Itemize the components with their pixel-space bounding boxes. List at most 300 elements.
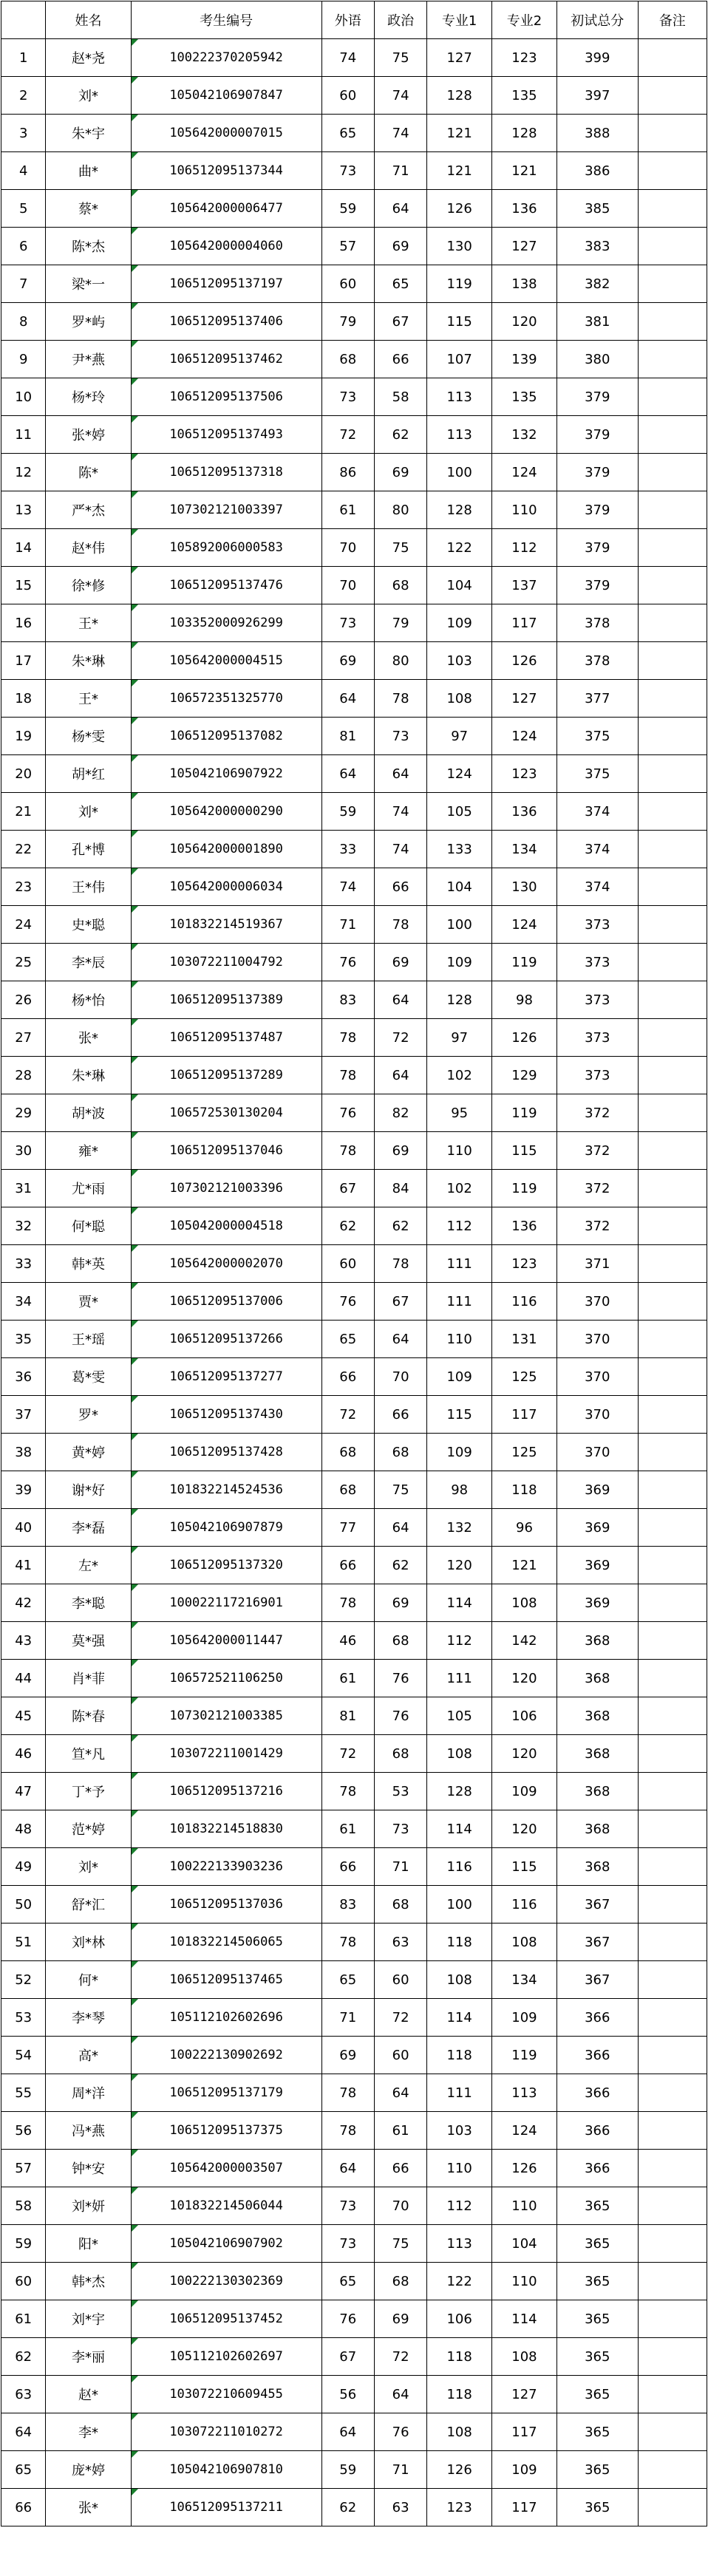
major-1-score-cell: 108 [427, 1735, 492, 1773]
politics-score-cell: 62 [374, 1207, 426, 1245]
student-name-cell: 赵* [46, 2376, 131, 2413]
major-1-score-cell: 130 [427, 228, 492, 265]
student-name-cell: 周*洋 [46, 2074, 131, 2112]
table-row [1, 1999, 707, 2037]
major-2-score-cell: 109 [492, 1773, 557, 1810]
remarks-cell [638, 1886, 707, 1924]
remarks-cell [638, 1434, 707, 1471]
major-2-score-cell: 109 [492, 1999, 557, 2037]
table-row [1, 2413, 707, 2451]
exam-id-cell: 101832214518830 [131, 1810, 321, 1848]
table-row [1, 1660, 707, 1697]
foreign-language-score-cell: 70 [321, 567, 374, 604]
row-index-cell: 62 [1, 2338, 46, 2376]
foreign-language-score-cell: 60 [321, 265, 374, 303]
politics-score-cell: 62 [374, 1547, 426, 1584]
header-cell-major-2: 专业2 [492, 1, 557, 39]
row-index-cell: 16 [1, 604, 46, 642]
total-score-cell: 366 [556, 2150, 638, 2187]
major-1-score-cell: 109 [427, 1358, 492, 1396]
table-row [1, 115, 707, 152]
row-index-cell: 42 [1, 1584, 46, 1622]
exam-id-cell: 106512095137036 [131, 1886, 321, 1924]
table-row [1, 1358, 707, 1396]
table-row [1, 1810, 707, 1848]
major-2-score-cell: 114 [492, 2300, 557, 2338]
remarks-cell [638, 906, 707, 944]
remarks-cell [638, 1019, 707, 1057]
row-index-cell: 26 [1, 981, 46, 1019]
total-score-cell: 386 [556, 152, 638, 190]
table-row [1, 1622, 707, 1660]
major-1-score-cell: 105 [427, 793, 492, 831]
total-score-cell: 373 [556, 1019, 638, 1057]
student-name-cell: 陈* [46, 454, 131, 491]
major-1-score-cell: 113 [427, 378, 492, 416]
remarks-cell [638, 2300, 707, 2338]
major-2-score-cell: 120 [492, 1735, 557, 1773]
foreign-language-score-cell: 59 [321, 793, 374, 831]
politics-score-cell: 76 [374, 2413, 426, 2451]
total-score-cell: 382 [556, 265, 638, 303]
row-index-cell: 17 [1, 642, 46, 680]
remarks-cell [638, 2150, 707, 2187]
row-index-cell: 2 [1, 77, 46, 115]
foreign-language-score-cell: 64 [321, 2150, 374, 2187]
major-2-score-cell: 124 [492, 906, 557, 944]
major-1-score-cell: 122 [427, 2263, 492, 2300]
foreign-language-score-cell: 59 [321, 190, 374, 228]
politics-score-cell: 69 [374, 1132, 426, 1170]
foreign-language-score-cell: 83 [321, 1886, 374, 1924]
politics-score-cell: 64 [374, 1509, 426, 1547]
total-score-cell: 368 [556, 1773, 638, 1810]
foreign-language-score-cell: 78 [321, 1773, 374, 1810]
row-index-cell: 45 [1, 1697, 46, 1735]
politics-score-cell: 82 [374, 1094, 426, 1132]
major-2-score-cell: 127 [492, 228, 557, 265]
major-2-score-cell: 115 [492, 1848, 557, 1886]
remarks-cell [638, 2338, 707, 2376]
major-1-score-cell: 114 [427, 1810, 492, 1848]
total-score-cell: 365 [556, 2338, 638, 2376]
exam-id-cell: 100222370205942 [131, 39, 321, 77]
major-1-score-cell: 110 [427, 1321, 492, 1358]
foreign-language-score-cell: 65 [321, 1321, 374, 1358]
remarks-cell [638, 1660, 707, 1697]
exam-id-cell: 106512095137375 [131, 2112, 321, 2150]
foreign-language-score-cell: 70 [321, 529, 374, 567]
exam-id-cell: 106512095137389 [131, 981, 321, 1019]
major-2-score-cell: 112 [492, 529, 557, 567]
exam-id-cell: 106512095137476 [131, 567, 321, 604]
row-index-cell: 20 [1, 755, 46, 793]
row-index-cell: 30 [1, 1132, 46, 1170]
student-name-cell: 胡*波 [46, 1094, 131, 1132]
politics-score-cell: 71 [374, 152, 426, 190]
major-1-score-cell: 114 [427, 1999, 492, 2037]
politics-score-cell: 84 [374, 1170, 426, 1207]
student-name-cell: 舒*汇 [46, 1886, 131, 1924]
politics-score-cell: 78 [374, 1245, 426, 1283]
politics-score-cell: 75 [374, 2225, 426, 2263]
exam-id-cell: 105642000011447 [131, 1622, 321, 1660]
row-index-cell: 33 [1, 1245, 46, 1283]
politics-score-cell: 69 [374, 454, 426, 491]
exam-id-cell: 106512095137277 [131, 1358, 321, 1396]
major-2-score-cell: 108 [492, 1924, 557, 1961]
table-row [1, 2451, 707, 2489]
row-index-cell: 34 [1, 1283, 46, 1321]
row-index-cell: 59 [1, 2225, 46, 2263]
politics-score-cell: 69 [374, 1584, 426, 1622]
politics-score-cell: 63 [374, 2489, 426, 2526]
total-score-cell: 373 [556, 1057, 638, 1094]
total-score-cell: 371 [556, 1245, 638, 1283]
total-score-cell: 365 [556, 2225, 638, 2263]
politics-score-cell: 68 [374, 1622, 426, 1660]
major-1-score-cell: 121 [427, 152, 492, 190]
major-1-score-cell: 95 [427, 1094, 492, 1132]
exam-id-cell: 103072211010272 [131, 2413, 321, 2451]
row-index-cell: 58 [1, 2187, 46, 2225]
remarks-cell [638, 944, 707, 981]
politics-score-cell: 72 [374, 1019, 426, 1057]
foreign-language-score-cell: 69 [321, 2037, 374, 2074]
remarks-cell [638, 981, 707, 1019]
remarks-cell [638, 2187, 707, 2225]
major-1-score-cell: 111 [427, 1660, 492, 1697]
major-2-score-cell: 142 [492, 1622, 557, 1660]
remarks-cell [638, 831, 707, 868]
total-score-cell: 372 [556, 1094, 638, 1132]
row-index-cell: 46 [1, 1735, 46, 1773]
student-name-cell: 刘*宇 [46, 2300, 131, 2338]
student-name-cell: 韩*杰 [46, 2263, 131, 2300]
politics-score-cell: 64 [374, 1321, 426, 1358]
row-index-cell: 7 [1, 265, 46, 303]
remarks-cell [638, 1471, 707, 1509]
total-score-cell: 373 [556, 944, 638, 981]
total-score-cell: 368 [556, 1810, 638, 1848]
row-index-cell: 51 [1, 1924, 46, 1961]
major-1-score-cell: 108 [427, 680, 492, 718]
politics-score-cell: 66 [374, 1396, 426, 1434]
table-row [1, 906, 707, 944]
row-index-cell: 64 [1, 2413, 46, 2451]
table-row [1, 642, 707, 680]
major-2-score-cell: 134 [492, 1961, 557, 1999]
row-index-cell: 8 [1, 303, 46, 341]
row-index-cell: 11 [1, 416, 46, 454]
politics-score-cell: 80 [374, 491, 426, 529]
politics-score-cell: 60 [374, 1961, 426, 1999]
table-header [1, 1, 707, 39]
total-score-cell: 366 [556, 2112, 638, 2150]
foreign-language-score-cell: 68 [321, 1471, 374, 1509]
student-name-cell: 张*婷 [46, 416, 131, 454]
exam-id-cell: 105642000006034 [131, 868, 321, 906]
table-row [1, 755, 707, 793]
student-name-cell: 刘* [46, 77, 131, 115]
major-1-score-cell: 128 [427, 77, 492, 115]
politics-score-cell: 73 [374, 718, 426, 755]
major-2-score-cell: 138 [492, 265, 557, 303]
header-cell-major-1: 专业1 [427, 1, 492, 39]
total-score-cell: 365 [556, 2263, 638, 2300]
politics-score-cell: 74 [374, 115, 426, 152]
exam-id-cell: 106512095137430 [131, 1396, 321, 1434]
row-index-cell: 53 [1, 1999, 46, 2037]
exam-id-cell: 105042106907922 [131, 755, 321, 793]
total-score-cell: 380 [556, 341, 638, 378]
remarks-cell [638, 1396, 707, 1434]
major-1-score-cell: 114 [427, 1584, 492, 1622]
table-row [1, 2300, 707, 2338]
foreign-language-score-cell: 33 [321, 831, 374, 868]
politics-score-cell: 53 [374, 1773, 426, 1810]
major-2-score-cell: 96 [492, 1509, 557, 1547]
politics-score-cell: 79 [374, 604, 426, 642]
major-1-score-cell: 97 [427, 1019, 492, 1057]
total-score-cell: 375 [556, 718, 638, 755]
major-2-score-cell: 117 [492, 1396, 557, 1434]
exam-id-cell: 101832214506044 [131, 2187, 321, 2225]
politics-score-cell: 66 [374, 868, 426, 906]
foreign-language-score-cell: 76 [321, 1283, 374, 1321]
exam-id-cell: 106512095137082 [131, 718, 321, 755]
remarks-cell [638, 2225, 707, 2263]
total-score-cell: 372 [556, 1132, 638, 1170]
remarks-cell [638, 190, 707, 228]
table-row [1, 1471, 707, 1509]
remarks-cell [638, 265, 707, 303]
remarks-cell [638, 1924, 707, 1961]
major-1-score-cell: 103 [427, 2112, 492, 2150]
table-row [1, 1321, 707, 1358]
major-1-score-cell: 111 [427, 1245, 492, 1283]
table-row [1, 152, 707, 190]
remarks-cell [638, 1697, 707, 1735]
table-row [1, 1584, 707, 1622]
total-score-cell: 388 [556, 115, 638, 152]
major-1-score-cell: 116 [427, 1848, 492, 1886]
exam-id-cell: 101832214519367 [131, 906, 321, 944]
major-1-score-cell: 126 [427, 190, 492, 228]
major-2-score-cell: 136 [492, 1207, 557, 1245]
student-name-cell: 朱*琳 [46, 642, 131, 680]
header-cell-index [1, 1, 46, 39]
total-score-cell: 374 [556, 793, 638, 831]
major-2-score-cell: 121 [492, 152, 557, 190]
total-score-cell: 365 [556, 2413, 638, 2451]
total-score-cell: 381 [556, 303, 638, 341]
total-score-cell: 370 [556, 1358, 638, 1396]
major-1-score-cell: 97 [427, 718, 492, 755]
student-name-cell: 王* [46, 680, 131, 718]
row-index-cell: 9 [1, 341, 46, 378]
politics-score-cell: 62 [374, 416, 426, 454]
exam-id-cell: 101832214524536 [131, 1471, 321, 1509]
row-index-cell: 12 [1, 454, 46, 491]
student-name-cell: 王*瑶 [46, 1321, 131, 1358]
exam-id-cell: 105642000006477 [131, 190, 321, 228]
student-name-cell: 刘* [46, 1848, 131, 1886]
row-index-cell: 50 [1, 1886, 46, 1924]
remarks-cell [638, 1547, 707, 1584]
total-score-cell: 373 [556, 981, 638, 1019]
politics-score-cell: 75 [374, 1471, 426, 1509]
row-index-cell: 37 [1, 1396, 46, 1434]
major-1-score-cell: 119 [427, 265, 492, 303]
foreign-language-score-cell: 57 [321, 228, 374, 265]
remarks-cell [638, 793, 707, 831]
major-1-score-cell: 107 [427, 341, 492, 378]
student-name-cell: 雍* [46, 1132, 131, 1170]
remarks-cell [638, 1999, 707, 2037]
student-name-cell: 严*杰 [46, 491, 131, 529]
row-index-cell: 18 [1, 680, 46, 718]
student-name-cell: 孔*博 [46, 831, 131, 868]
foreign-language-score-cell: 62 [321, 1207, 374, 1245]
total-score-cell: 373 [556, 906, 638, 944]
student-name-cell: 李* [46, 2413, 131, 2451]
remarks-cell [638, 1057, 707, 1094]
student-name-cell: 陈*杰 [46, 228, 131, 265]
row-index-cell: 61 [1, 2300, 46, 2338]
row-index-cell: 56 [1, 2112, 46, 2150]
table-row [1, 1924, 707, 1961]
total-score-cell: 383 [556, 228, 638, 265]
foreign-language-score-cell: 78 [321, 2074, 374, 2112]
major-1-score-cell: 108 [427, 1961, 492, 1999]
major-2-score-cell: 136 [492, 190, 557, 228]
row-index-cell: 55 [1, 2074, 46, 2112]
exam-id-cell: 106512095137318 [131, 454, 321, 491]
exam-id-cell: 107302121003385 [131, 1697, 321, 1735]
row-index-cell: 19 [1, 718, 46, 755]
table-row [1, 1396, 707, 1434]
major-1-score-cell: 132 [427, 1509, 492, 1547]
exam-id-cell: 106512095137320 [131, 1547, 321, 1584]
major-2-score-cell: 119 [492, 944, 557, 981]
total-score-cell: 369 [556, 1471, 638, 1509]
major-1-score-cell: 115 [427, 1396, 492, 1434]
remarks-cell [638, 1321, 707, 1358]
exam-id-cell: 106512095137465 [131, 1961, 321, 1999]
foreign-language-score-cell: 61 [321, 1810, 374, 1848]
major-2-score-cell: 124 [492, 2112, 557, 2150]
major-2-score-cell: 123 [492, 1245, 557, 1283]
major-1-score-cell: 124 [427, 755, 492, 793]
remarks-cell [638, 2489, 707, 2526]
total-score-cell: 374 [556, 831, 638, 868]
row-index-cell: 49 [1, 1848, 46, 1886]
politics-score-cell: 78 [374, 680, 426, 718]
row-index-cell: 41 [1, 1547, 46, 1584]
foreign-language-score-cell: 60 [321, 1245, 374, 1283]
exam-id-cell: 106512095137506 [131, 378, 321, 416]
major-1-score-cell: 118 [427, 2338, 492, 2376]
politics-score-cell: 67 [374, 303, 426, 341]
major-2-score-cell: 126 [492, 2150, 557, 2187]
major-2-score-cell: 110 [492, 491, 557, 529]
major-1-score-cell: 109 [427, 604, 492, 642]
total-score-cell: 379 [556, 567, 638, 604]
politics-score-cell: 70 [374, 2187, 426, 2225]
header-cell-politics: 政治 [374, 1, 426, 39]
major-2-score-cell: 120 [492, 1810, 557, 1848]
foreign-language-score-cell: 67 [321, 1170, 374, 1207]
politics-score-cell: 76 [374, 1660, 426, 1697]
major-1-score-cell: 104 [427, 567, 492, 604]
remarks-cell [638, 1094, 707, 1132]
total-score-cell: 367 [556, 1886, 638, 1924]
student-name-cell: 丁*予 [46, 1773, 131, 1810]
major-2-score-cell: 118 [492, 1471, 557, 1509]
major-2-score-cell: 108 [492, 1584, 557, 1622]
table-row [1, 2150, 707, 2187]
remarks-cell [638, 1622, 707, 1660]
student-name-cell: 李*聪 [46, 1584, 131, 1622]
foreign-language-score-cell: 73 [321, 2225, 374, 2263]
major-1-score-cell: 118 [427, 1924, 492, 1961]
table-row [1, 190, 707, 228]
remarks-cell [638, 1509, 707, 1547]
major-2-score-cell: 104 [492, 2225, 557, 2263]
politics-score-cell: 75 [374, 39, 426, 77]
row-index-cell: 36 [1, 1358, 46, 1396]
student-name-cell: 朱*宇 [46, 115, 131, 152]
table-row [1, 567, 707, 604]
major-2-score-cell: 120 [492, 1660, 557, 1697]
student-name-cell: 蔡* [46, 190, 131, 228]
foreign-language-score-cell: 64 [321, 755, 374, 793]
major-2-score-cell: 123 [492, 755, 557, 793]
remarks-cell [638, 1848, 707, 1886]
foreign-language-score-cell: 78 [321, 1132, 374, 1170]
foreign-language-score-cell: 46 [321, 1622, 374, 1660]
major-2-score-cell: 117 [492, 604, 557, 642]
total-score-cell: 372 [556, 1207, 638, 1245]
total-score-cell: 378 [556, 604, 638, 642]
exam-id-cell: 105642000002070 [131, 1245, 321, 1283]
student-name-cell: 杨*怡 [46, 981, 131, 1019]
header-row [1, 1, 707, 39]
politics-score-cell: 73 [374, 1810, 426, 1848]
foreign-language-score-cell: 74 [321, 868, 374, 906]
major-1-score-cell: 108 [427, 2413, 492, 2451]
major-1-score-cell: 118 [427, 2037, 492, 2074]
politics-score-cell: 63 [374, 1924, 426, 1961]
header-cell-exam-id: 考生编号 [131, 1, 321, 39]
student-name-cell: 罗* [46, 1396, 131, 1434]
exam-id-cell: 105642000007015 [131, 115, 321, 152]
remarks-cell [638, 2074, 707, 2112]
major-1-score-cell: 110 [427, 2150, 492, 2187]
student-name-cell: 张* [46, 1019, 131, 1057]
exam-id-cell: 105642000004515 [131, 642, 321, 680]
remarks-cell [638, 115, 707, 152]
foreign-language-score-cell: 64 [321, 2413, 374, 2451]
politics-score-cell: 64 [374, 1057, 426, 1094]
exam-id-cell: 106512095137487 [131, 1019, 321, 1057]
foreign-language-score-cell: 76 [321, 2300, 374, 2338]
table-row [1, 1283, 707, 1321]
table-row [1, 341, 707, 378]
student-name-cell: 尤*雨 [46, 1170, 131, 1207]
remarks-cell [638, 1245, 707, 1283]
